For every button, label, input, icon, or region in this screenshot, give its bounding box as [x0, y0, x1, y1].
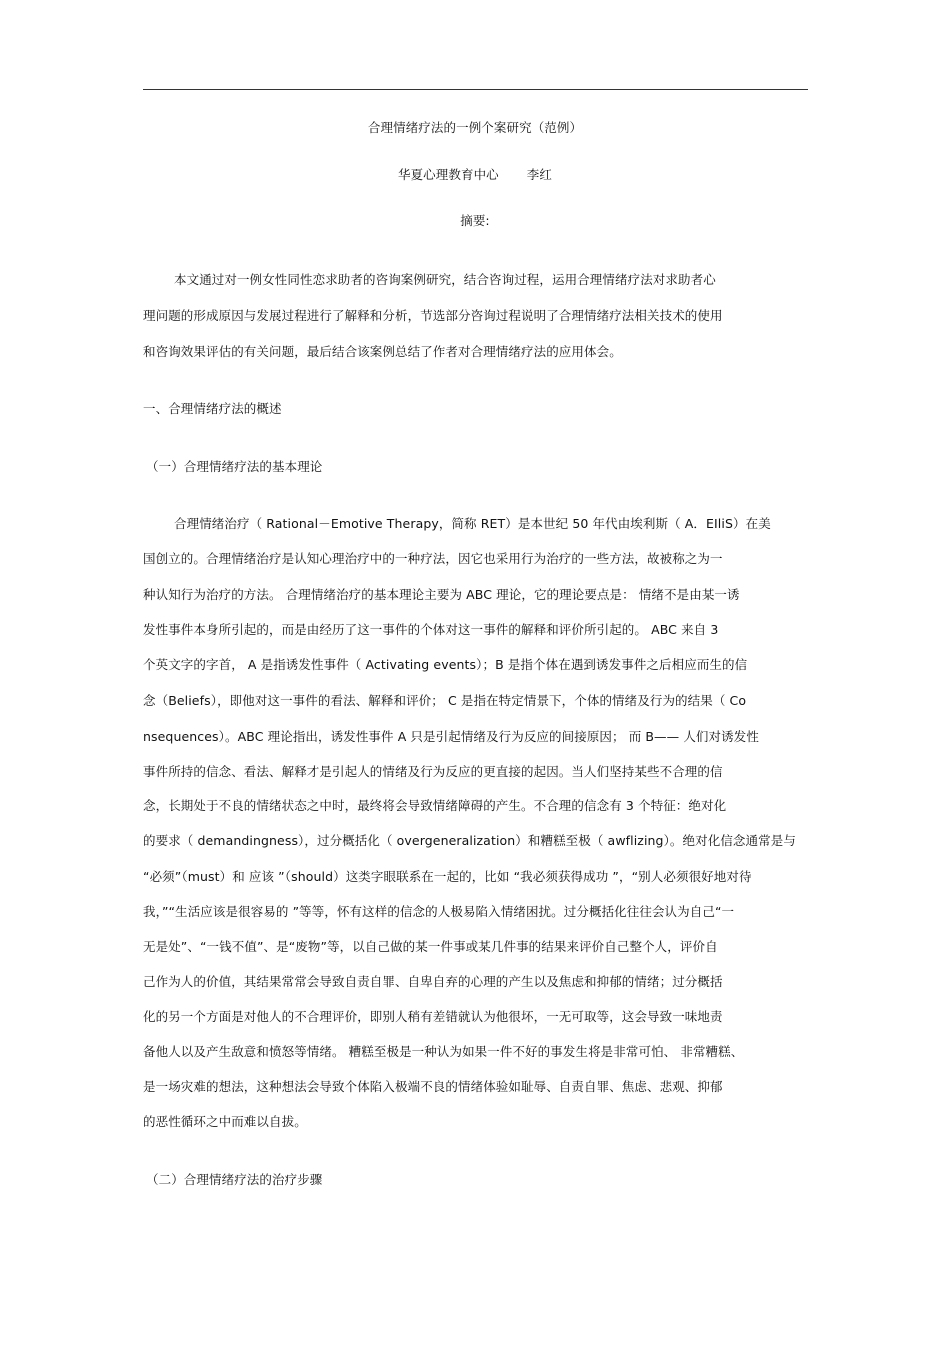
header-rule: [143, 89, 808, 90]
body-line: nsequences）。ABC 理论指出，诱发性事件 A 只是引起情绪及行为反应的间接原因； 而 B—— 人们对诱发性: [143, 729, 759, 744]
body-line: 化的另一个方面是对他人的不合理评价，即别人稍有差错就认为他很坏，一无可取等，这会导致一味地责: [143, 1009, 723, 1024]
body-line: 的要求（ demandingness），过分概括化（ overgeneralization）和糟糕至极（ awflizing）。绝对化信念通常是与: [143, 833, 796, 848]
body-line: 个英文字的字首， A 是指诱发性事件（ Activating events）；B 是指个体在遇到诱发事件之后相应而生的信: [143, 657, 748, 672]
body-line: 无是处”、“一钱不值”、是“废物”等，以自己做的某一件事或某几件事的结果来评价自己整个人，评价自: [143, 939, 718, 954]
body-line: 是一场灾难的想法，这种想法会导致个体陷入极端不良的情绪体验如耻辱、自责自罪、焦虑、悲观、抑郁: [143, 1079, 723, 1094]
author-organization: 华夏心理教育中心: [397, 167, 499, 182]
abstract-line: 和咨询效果评估的有关问题，最后结合该案例总结了作者对合理情绪疗法的应用体会。: [143, 344, 622, 359]
body-line: 事件所持的信念、看法、解释才是引起人的情绪及行为反应的更直接的起因。当人们坚持某些不合理的信: [143, 764, 723, 779]
abstract-label: 摘要:: [460, 213, 490, 228]
abstract-line: 本文通过对一例女性同性恋求助者的咨询案例研究，结合咨询过程，运用合理情绪疗法对求助者心: [174, 272, 716, 287]
body-line: 合理情绪治疗（ Rational－Emotive Therapy，简称 RET）是本世纪 50 年代由埃利斯（ A．EIliS）在美: [174, 516, 771, 531]
subsection-heading: （二）合理情绪疗法的治疗步骤: [146, 1172, 323, 1187]
body-line: 种认知行为治疗的方法。 合理情绪治疗的基本理论主要为 ABC 理论，它的理论要点是： 情绪不是由某一诱: [143, 587, 740, 602]
body-line: 己作为人的价值，其结果常常会导致自责自罪、自卑自弃的心理的产生以及焦虑和抑郁的情绪；过分概括: [143, 974, 723, 989]
section-heading: 一、合理情绪疗法的概述: [143, 401, 282, 416]
body-line: 国创立的。合理情绪治疗是认知心理治疗中的一种疗法，因它也采用行为治疗的一些方法，故被称之为一: [143, 551, 723, 566]
body-line: 我，”“生活应该是很容易的 ”等等，怀有这样的信念的人极易陷入情绪困扰。过分概括化往往会认为自己“一: [143, 904, 735, 919]
body-line: 念（Beliefs），即他对这一事件的看法、解释和评价； C 是指在特定情景下，个体的情绪及行为的结果（ Co: [143, 693, 747, 708]
body-line: 备他人以及产生敌意和愤怒等情绪。 糟糕至极是一种认为如果一件不好的事发生将是非常可怕、 非常糟糕、: [143, 1044, 744, 1059]
author-name: 李红: [526, 167, 552, 182]
author-line: [0, 167, 950, 183]
subsection-heading: （一）合理情绪疗法的基本理论: [146, 459, 323, 474]
document-title: 合理情绪疗法的一例个案研究（范例）: [367, 120, 583, 135]
body-line: 发性事件本身所引起的，而是由经历了这一事件的个体对这一事件的解释和评价所引起的。 ABC 来自 3: [143, 622, 719, 637]
body-line: 的恶性循环之中而难以自拔。: [143, 1114, 307, 1129]
body-line: “必须”（must）和 应该 ”（should）这类字眼联系在一起的，比如 “我必须获得成功 ”，“别人必须很好地对待: [143, 869, 752, 884]
abstract-line: 理问题的形成原因与发展过程进行了解释和分析，节选部分咨询过程说明了合理情绪疗法相关技术的使用: [143, 308, 723, 323]
body-line: 念，长期处于不良的情绪状态之中时，最终将会导致情绪障碍的产生。不合理的信念有 3 个特征：绝对化: [143, 798, 727, 813]
